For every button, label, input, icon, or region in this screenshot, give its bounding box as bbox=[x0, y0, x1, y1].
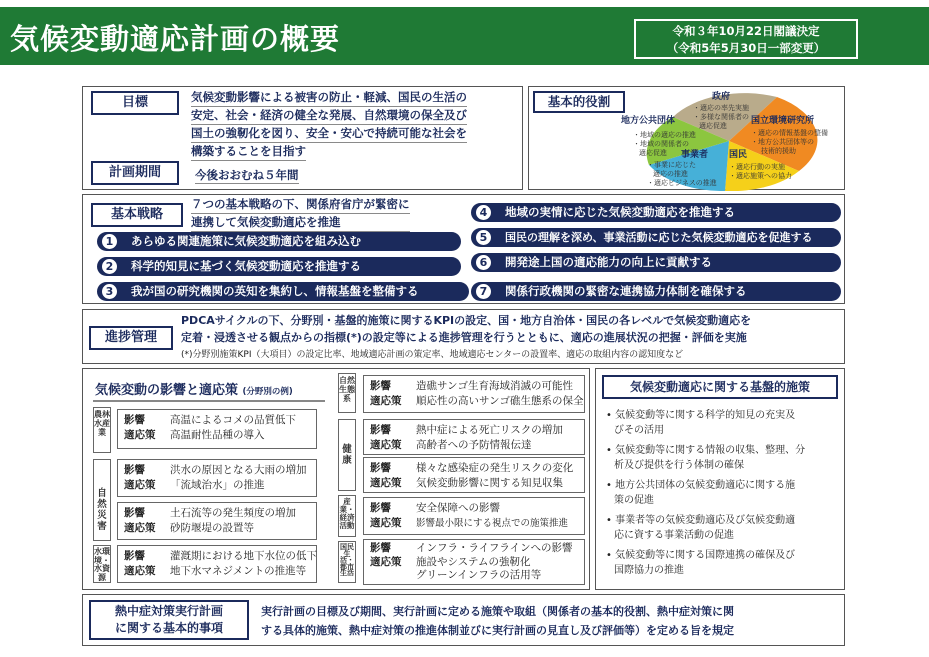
foundation-item-1-line-1: 気候変動等に関する科学的知見の充実及 bbox=[615, 410, 796, 421]
heat-plan-line-2: する具体的施策、熱中症対策の推進体制並びに実行計画の見直し及び評価等）を定める旨を規定 bbox=[261, 624, 734, 637]
impacts-title-text: 気候変動の影響と適応策 bbox=[95, 383, 239, 398]
goal-line-1: 気候変動影響による被害の防止・軽減、国民の生活の bbox=[191, 89, 467, 107]
foundation-item-3-line-2: 策の促進 bbox=[614, 494, 654, 506]
foundation-list bbox=[606, 409, 842, 578]
strategy-label: 基本戦略 bbox=[91, 203, 183, 227]
impact-card-coral bbox=[363, 375, 585, 413]
progress-note: (*)分野別施策KPI（大項目）の設定比率、地域適応計画の策定率、地域適応センターの設置率、適応の取組内容の認知度など bbox=[181, 350, 684, 360]
impact-infection: 様々な感染症の発生リスクの変化 bbox=[416, 462, 574, 474]
measure-word: 適応策 bbox=[370, 395, 402, 407]
foundation-item-3-line-1: 地方公共団体の気候変動適応に関する施 bbox=[615, 480, 796, 491]
impacts-section bbox=[82, 368, 590, 590]
strategy-num-2: 2 bbox=[102, 259, 117, 274]
role-business-item-3: ・適応ビジネスの推進 bbox=[647, 179, 717, 187]
foundation-item-4: • 事業者等の気候変動適応及び気候変動適 応に資する事業活動の促進 bbox=[606, 515, 796, 541]
impact-rice: 高温によるコメの品質低下 bbox=[170, 414, 296, 426]
role-citizen-item-2: ・適応施策への協力 bbox=[729, 172, 792, 180]
goal-text bbox=[191, 89, 467, 161]
role-nies-item-1: ・適応の情報基盤の整備 bbox=[751, 129, 828, 137]
strategy-num-7: 7 bbox=[476, 284, 491, 299]
role-business-item-2: 適応の推進 bbox=[653, 170, 688, 178]
goal-line-3: 国土の強靭化を図り、安全・安心で持続可能な社会を bbox=[191, 125, 467, 143]
role-local-item-3: 適応促進 bbox=[639, 149, 667, 157]
strategy-item-4 bbox=[471, 203, 841, 222]
category-agri: 農林水産業 bbox=[93, 407, 111, 453]
impact-word: 影響 bbox=[124, 507, 145, 519]
strategy-intro-line-1: ７つの基本戦略の下、関係府省庁が緊密に bbox=[191, 196, 410, 214]
role-nies-name: 国立環境研究所 bbox=[751, 116, 815, 126]
role-citizen-item-1: ・適応行動の実施 bbox=[729, 163, 785, 171]
goal-section bbox=[82, 86, 523, 190]
measure-word: 適応策 bbox=[370, 439, 402, 451]
strategy-intro-line-2: 連携して気候変動適応を推進 bbox=[191, 214, 410, 232]
strategy-item-6 bbox=[471, 253, 841, 272]
goal-label: 目標 bbox=[91, 91, 179, 115]
role-gov-name: 政府 bbox=[712, 92, 731, 102]
strategy-text-2: 科学的知見に基づく気候変動適応を推進する bbox=[131, 259, 361, 273]
progress-line-2: 定着・浸透させる観点からの指標(*)の設定等による進捗管理を行うとともに、適応の進展状況の把握・評価を実施 bbox=[181, 331, 747, 344]
impacts-title bbox=[95, 379, 293, 398]
impact-word: 影響 bbox=[370, 502, 391, 514]
role-business-item-1: ・事業に応じた bbox=[647, 161, 696, 169]
measure-word: 適応策 bbox=[124, 565, 156, 577]
impact-card-flood bbox=[117, 459, 317, 497]
strategy-text-4: 地域の実情に応じた気候変動適応を推進する bbox=[505, 205, 735, 219]
category-eco: 自然生態系 bbox=[338, 373, 356, 413]
measure-rice: 高温耐性品種の導入 bbox=[170, 429, 265, 441]
role-business-name: 事業者 bbox=[681, 150, 709, 160]
impact-infra: インフラ・ライフラインへの影響 bbox=[416, 542, 573, 554]
strategy-num-1: 1 bbox=[102, 234, 117, 249]
impact-security: 安全保障への影響 bbox=[416, 502, 500, 514]
foundation-section bbox=[595, 368, 845, 590]
measure-word: 適応策 bbox=[370, 477, 402, 489]
impact-card-security bbox=[363, 497, 585, 535]
strategy-text-1: あらゆる関連施策に気候変動適応を組み込む bbox=[131, 234, 361, 248]
category-urban: 国民生活・都市生活 bbox=[338, 541, 356, 583]
amendment-date: （令和5年5月30日一部変更） bbox=[666, 41, 826, 55]
role-nies-item-3: 技術的援助 bbox=[761, 147, 796, 155]
roles-section bbox=[528, 86, 845, 190]
heat-plan-section bbox=[82, 594, 845, 646]
progress-line-1: PDCAサイクルの下、分野別・基盤的施策に関するKPIの設定、国・地方自治体・国民の各レベルで気候変動適応を bbox=[181, 314, 752, 327]
foundation-item-2: • 気候変動等に関する情報の収集、整理、分 析及び提供を行う体制の確保 bbox=[606, 445, 806, 471]
foundation-item-4-line-2: 応に資する事業活動の促進 bbox=[614, 529, 734, 541]
role-gov-item-2: ・多様な関係者の bbox=[693, 113, 749, 121]
strategy-text-3: 我が国の研究機関の英知を集約し、情報基盤を整備する bbox=[131, 284, 419, 298]
foundation-item-5-line-1: 気候変動等に関する国際連携の確保及び bbox=[615, 550, 796, 561]
impact-groundwater: 灌漑期における地下水位の低下 bbox=[170, 550, 317, 562]
foundation-item-5-line-2: 国際協力の推進 bbox=[614, 564, 684, 576]
measure-infection: 気候変動影響に関する知見収集 bbox=[416, 477, 563, 489]
role-local-name: 地方公共団体 bbox=[621, 116, 676, 126]
impact-card-heatstroke bbox=[363, 419, 585, 455]
category-disaster: 自然災害 bbox=[93, 459, 111, 541]
impact-word: 影響 bbox=[370, 380, 391, 392]
strategy-num-6: 6 bbox=[476, 255, 491, 270]
foundation-item-3: • 地方公共団体の気候変動適応に関する施 策の促進 bbox=[606, 480, 796, 506]
measure-infra-2: グリーンインフラの活用等 bbox=[416, 569, 542, 581]
impact-coral: 造礁サンゴ生育海域消滅の可能性 bbox=[416, 380, 573, 392]
strategy-text-6: 開発途上国の適応能力の向上に貢献する bbox=[505, 255, 712, 269]
measure-word: 適応策 bbox=[370, 555, 402, 568]
strategy-section bbox=[82, 194, 845, 304]
measure-coral: 順応性の高いサンゴ礁生態系の保全 bbox=[416, 395, 584, 407]
goal-line-2: 安定、社会・経済の健全な発展、自然環境の保全及び bbox=[191, 107, 467, 125]
foundation-item-4-line-1: 事業者等の気候変動適応及び気候変動適 bbox=[615, 515, 796, 526]
strategy-num-3: 3 bbox=[102, 284, 117, 299]
period-label: 計画期間 bbox=[91, 161, 179, 185]
role-gov-item-1: ・適応の率先実施 bbox=[693, 104, 749, 112]
strategy-num-5: 5 bbox=[476, 230, 491, 245]
impact-heatstroke: 熱中症による死亡リスクの増加 bbox=[416, 424, 563, 436]
period-text: 今後おおむね５年間 bbox=[195, 168, 299, 182]
role-nies-item-2: ・地方公共団体等の bbox=[751, 138, 814, 146]
impacts-subtitle: (分野別の例) bbox=[242, 387, 293, 397]
foundation-item-2-line-1: 気候変動等に関する情報の収集、整理、分 bbox=[615, 445, 806, 456]
role-citizen-name: 国民 bbox=[729, 150, 748, 160]
heat-plan-label bbox=[89, 600, 249, 640]
measure-groundwater: 地下水マネジメントの推進等 bbox=[170, 565, 307, 577]
impact-word: 影響 bbox=[124, 414, 145, 426]
decision-date: 令和３年10月22日閣議決定 bbox=[672, 24, 820, 38]
impact-word: 影響 bbox=[370, 542, 391, 554]
strategy-intro bbox=[191, 196, 410, 232]
impact-card-groundwater bbox=[117, 545, 317, 583]
category-industry: 産業・経済活動 bbox=[338, 495, 356, 537]
measure-heatstroke: 高齢者への予防情報伝達 bbox=[416, 439, 532, 451]
category-water: 水環境・水資源 bbox=[94, 547, 110, 582]
measure-debris: 砂防堰堤の設置等 bbox=[170, 522, 254, 534]
strategy-num-4: 4 bbox=[476, 205, 491, 220]
strategy-text-5: 国民の理解を深め、事業活動に応じた気候変動適応を促進する bbox=[505, 231, 813, 244]
strategy-item-1 bbox=[97, 232, 461, 251]
strategy-text-7: 関係行政機関の緊密な連携協力体制を確保する bbox=[505, 284, 747, 298]
measure-security: 影響最小限にする視点での施策推進 bbox=[416, 518, 569, 529]
decision-date-badge bbox=[634, 19, 858, 59]
impact-card-debris bbox=[117, 502, 317, 540]
page-header bbox=[0, 7, 929, 65]
strategy-item-7 bbox=[471, 282, 841, 301]
role-local-item-1: ・地域の適応の推進 bbox=[633, 131, 696, 139]
impact-word: 影響 bbox=[124, 550, 145, 562]
progress-section bbox=[82, 309, 845, 364]
impacts-title-underline bbox=[93, 400, 325, 402]
measure-word: 適応策 bbox=[124, 522, 156, 534]
foundation-item-2-line-2: 析及び提供を行う体制の確保 bbox=[614, 459, 744, 471]
progress-label: 進捗管理 bbox=[89, 326, 173, 350]
foundation-title: 気候変動適応に関する基盤的施策 bbox=[602, 375, 838, 399]
heat-plan-label-line-1: 熱中症対策実行計画 bbox=[114, 604, 223, 618]
impact-word: 影響 bbox=[124, 464, 145, 476]
roles-pie-diagram bbox=[529, 87, 846, 191]
impact-card-rice bbox=[117, 409, 317, 449]
strategy-item-2 bbox=[97, 257, 461, 276]
goal-line-4: 構築することを目指す bbox=[191, 143, 306, 161]
role-gov-item-3: 適応促進 bbox=[699, 122, 727, 130]
measure-flood: 「流域治水」の推進 bbox=[170, 479, 265, 491]
strategy-item-5 bbox=[471, 228, 841, 247]
strategy-item-3 bbox=[97, 282, 469, 301]
measure-word: 適応策 bbox=[124, 479, 156, 491]
impact-flood: 洪水の原因となる大雨の増加 bbox=[170, 464, 307, 476]
measure-infra: 施設やシステムの強靭化 bbox=[416, 555, 531, 568]
measure-word: 適応策 bbox=[370, 517, 402, 529]
impact-debris: 土石流等の発生頻度の増加 bbox=[170, 507, 296, 519]
impact-word: 影響 bbox=[370, 462, 391, 474]
measure-word: 適応策 bbox=[124, 429, 156, 441]
page-title: 気候変動適応計画の概要 bbox=[10, 22, 341, 56]
heat-plan-line-1: 実行計画の目標及び期間、実行計画に定める施策や取組（関係者の基本的役割、熱中症対策に関 bbox=[261, 605, 734, 618]
impact-card-infection bbox=[363, 457, 585, 493]
foundation-item-1: • 気候変動等に関する科学的知見の充実及 びその活用 bbox=[606, 410, 796, 436]
foundation-item-5: • 気候変動等に関する国際連携の確保及び 国際協力の推進 bbox=[606, 550, 796, 576]
category-health: 健康 bbox=[338, 419, 356, 491]
heat-plan-label-line-2: に関する基本的事項 bbox=[114, 621, 223, 635]
role-local-item-2: ・地域の関係者の bbox=[633, 140, 689, 148]
impact-card-infra bbox=[363, 539, 585, 585]
foundation-item-1-line-2: びその活用 bbox=[614, 424, 664, 436]
impact-word: 影響 bbox=[370, 424, 391, 436]
roles-label: 基本的役割 bbox=[533, 91, 625, 113]
